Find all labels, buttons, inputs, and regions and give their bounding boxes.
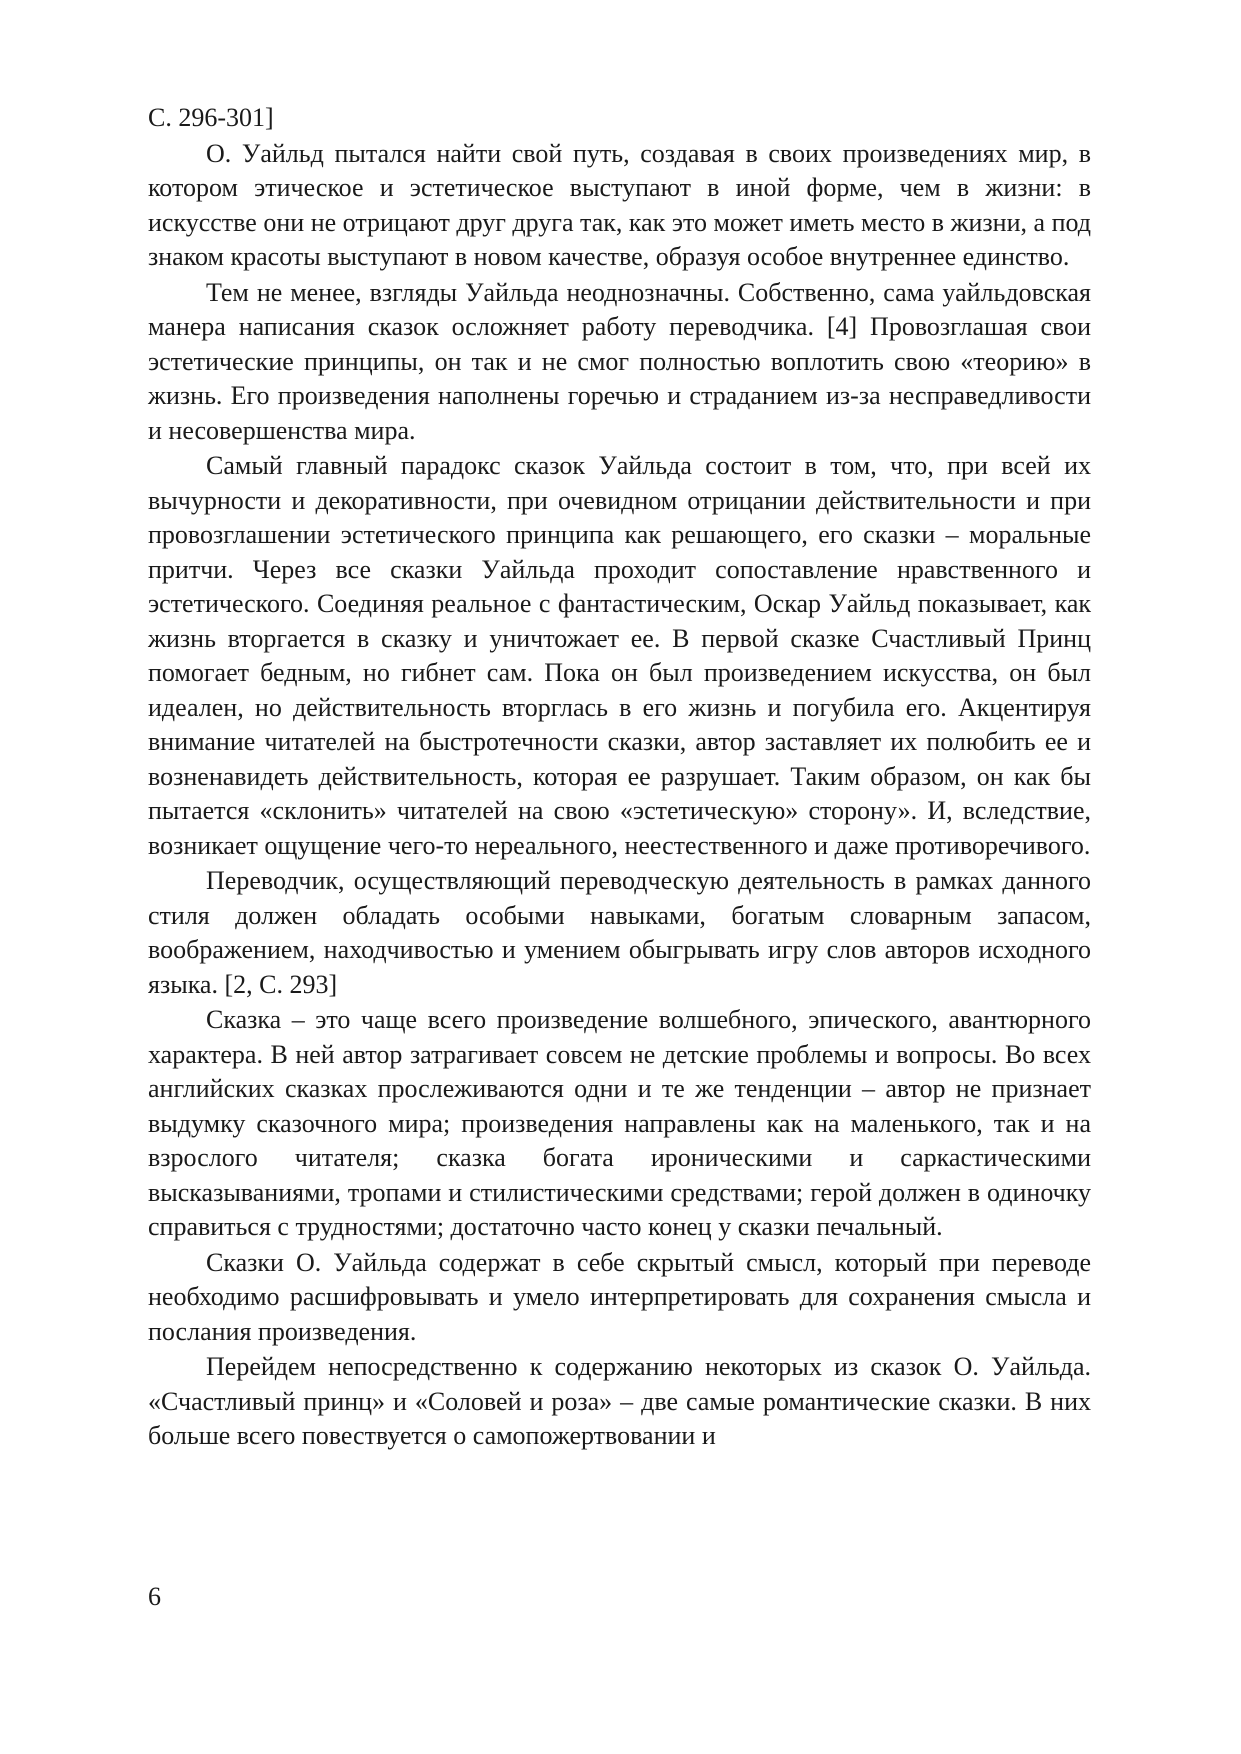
document-body [148,101,1091,1455]
paragraph: Тем не менее, взгляды Уайльда неоднозначны. Собственно, сама уайльдовская манера написания сказок осложняет работу переводчика. [4] Провозглашая свои эстетические принципы, он так и не смог полностью воплотить свою «теорию» в жизнь. Его произведения наполнены горечью и страданием из-за несправедливости и несовершенства мира. [148,277,1091,445]
paragraph: Перейдем непосредственно к содержанию некоторых из сказок О. Уайльда. «Счастливый принц» и «Соловей и роза» – две самые романтические сказки. В них больше всего повествуется о самопожертвовании и [148,1352,1091,1450]
paragraph: Переводчик, осуществляющий переводческую деятельность в рамках данного стиля должен обладать особыми навыками, богатым словарным запасом, воображением, находчивостью и умением обыгрывать игру слов авторов исходного языка. [2, С. 293] [148,866,1091,999]
paragraph: Сказка – это чаще всего произведение волшебного, эпического, авантюрного характера. В ней автор затрагивает совсем не детские проблемы и вопросы. Во всех английских сказках прослеживаются одни и те же тенденции – автор не признает выдумку сказочного мира; произведения направлены как на маленького, так и на взрослого читателя; сказка богата ироническими и саркастическими высказываниями, тропами и стилистическими средствами; герой должен в одиночку справиться с трудностями; достаточно часто конец у сказки печальный. [148,1005,1091,1241]
paragraph-continuation: С. 296-301] [148,103,274,132]
paragraph: О. Уайльд пытался найти свой путь, создавая в своих произведениях мир, в котором этическое и эстетическое выступают в иной форме, чем в жизни: в искусстве они не отрицают друг друга так, как это может иметь место в жизни, а под знаком красоты выступают в новом качестве, образуя особое внутреннее единство. [148,138,1091,271]
paragraph: Самый главный парадокс сказок Уайльда состоит в том, что, при всей их вычурности и декоративности, при очевидном отрицании действительности и при провозглашении эстетического принципа как решающего, его сказки – моральные притчи. Через все сказки Уайльда проходит сопоставление нравственного и эстетического. Соединяя реальное с фантастическим, Оскар Уайльд показывает, как жизнь вторгается в сказку и уничтожает ее. В первой сказке Счастливый Принц помогает бедным, но гибнет сам. Пока он был произведением искусства, он был идеален, но действительность вторглась в его жизнь и погубила его. Акцентируя внимание читателей на быстротечности сказки, автор заставляет их полюбить ее и возненавидеть действительность, которая ее разрушает. Таким образом, он как бы пытается «склонить» читателей на свою «эстетическую» сторону». И, вследствие, возникает ощущение чего-то нереального, неестественного и даже противоречивого. [148,451,1091,860]
page-number: 6 [148,1582,161,1611]
paragraph: Сказки О. Уайльда содержат в себе скрытый смысл, который при переводе необходимо расшифровывать и умело интерпретировать для сохранения смысла и послания произведения. [148,1247,1091,1346]
